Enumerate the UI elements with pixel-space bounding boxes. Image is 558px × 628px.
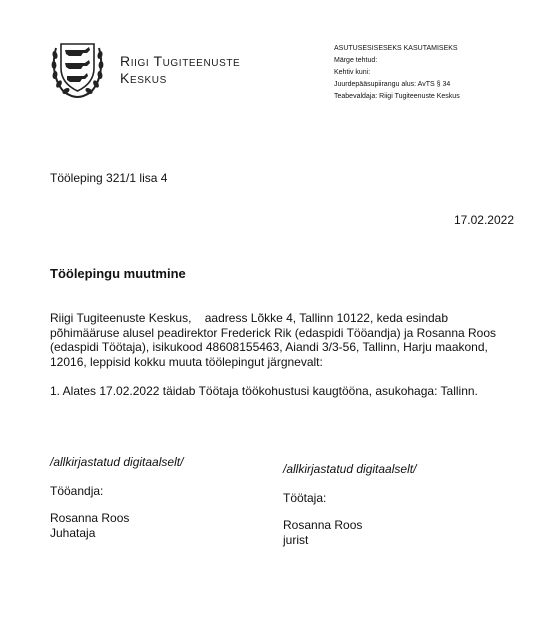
coat-of-arms-icon: [50, 40, 105, 98]
access-restriction-block: [334, 43, 460, 103]
employer-role: Tööandja:: [50, 483, 104, 498]
organization-name-line2: Keskus: [120, 70, 167, 86]
employer-signed-digitally: /allkirjastatud digitaalselt/: [50, 455, 184, 469]
restriction-basis: Juurdepääsupiirangu alus: AvTS § 34: [334, 81, 451, 88]
employee-signed-digitally: /allkirjastatud digitaalselt/: [283, 462, 417, 476]
intro-paragraph: Riigi Tugiteenuste Keskus, aadress Lõkke 4, Tallinn 10122, keda esindab põhimääruse alusel peadirektor Frederick Rik (edaspidi Tööandja) ja Rosanna Roos (edaspidi Töötaja), isikukood 48608155463, Aiandi 3/3-56, Tallinn, Harju maakond, 12016, leppisid kokku muuta töölepingut järgnevalt:: [50, 311, 500, 369]
employer-title: Juhataja: [50, 525, 96, 540]
employer-name: Rosanna Roos: [50, 511, 130, 526]
amendment-item-1: 1. Alates 17.02.2022 täidab Töötaja töökohustusi kaugtööna, asukohaga: Tallinn.: [50, 384, 478, 398]
employer-signature-block: [50, 455, 183, 540]
employee-title: jurist: [283, 532, 309, 547]
employee-role: Töötaja:: [283, 490, 327, 505]
document-reference: Tööleping 321/1 lisa 4: [50, 171, 168, 185]
organization-name-line1: Riigi Tugiteenuste: [120, 53, 241, 69]
coat-of-arms-logo: [50, 40, 105, 98]
marked-date-field: Märge tehtud:: [334, 57, 378, 64]
access-restriction-heading: ASUTUSESISESEKS KASUTAMISEKS: [334, 45, 458, 52]
employee-name: Rosanna Roos: [283, 518, 363, 533]
document-title: Töölepingu muutmine: [50, 266, 186, 281]
document-date: 17.02.2022: [453, 213, 514, 227]
valid-until-field: Kehtiv kuni:: [334, 69, 371, 76]
information-holder: Teabevaldaja: Riigi Tugiteenuste Keskus: [334, 93, 460, 100]
organization-name: [120, 53, 240, 87]
employee-signature-block: [283, 462, 416, 547]
